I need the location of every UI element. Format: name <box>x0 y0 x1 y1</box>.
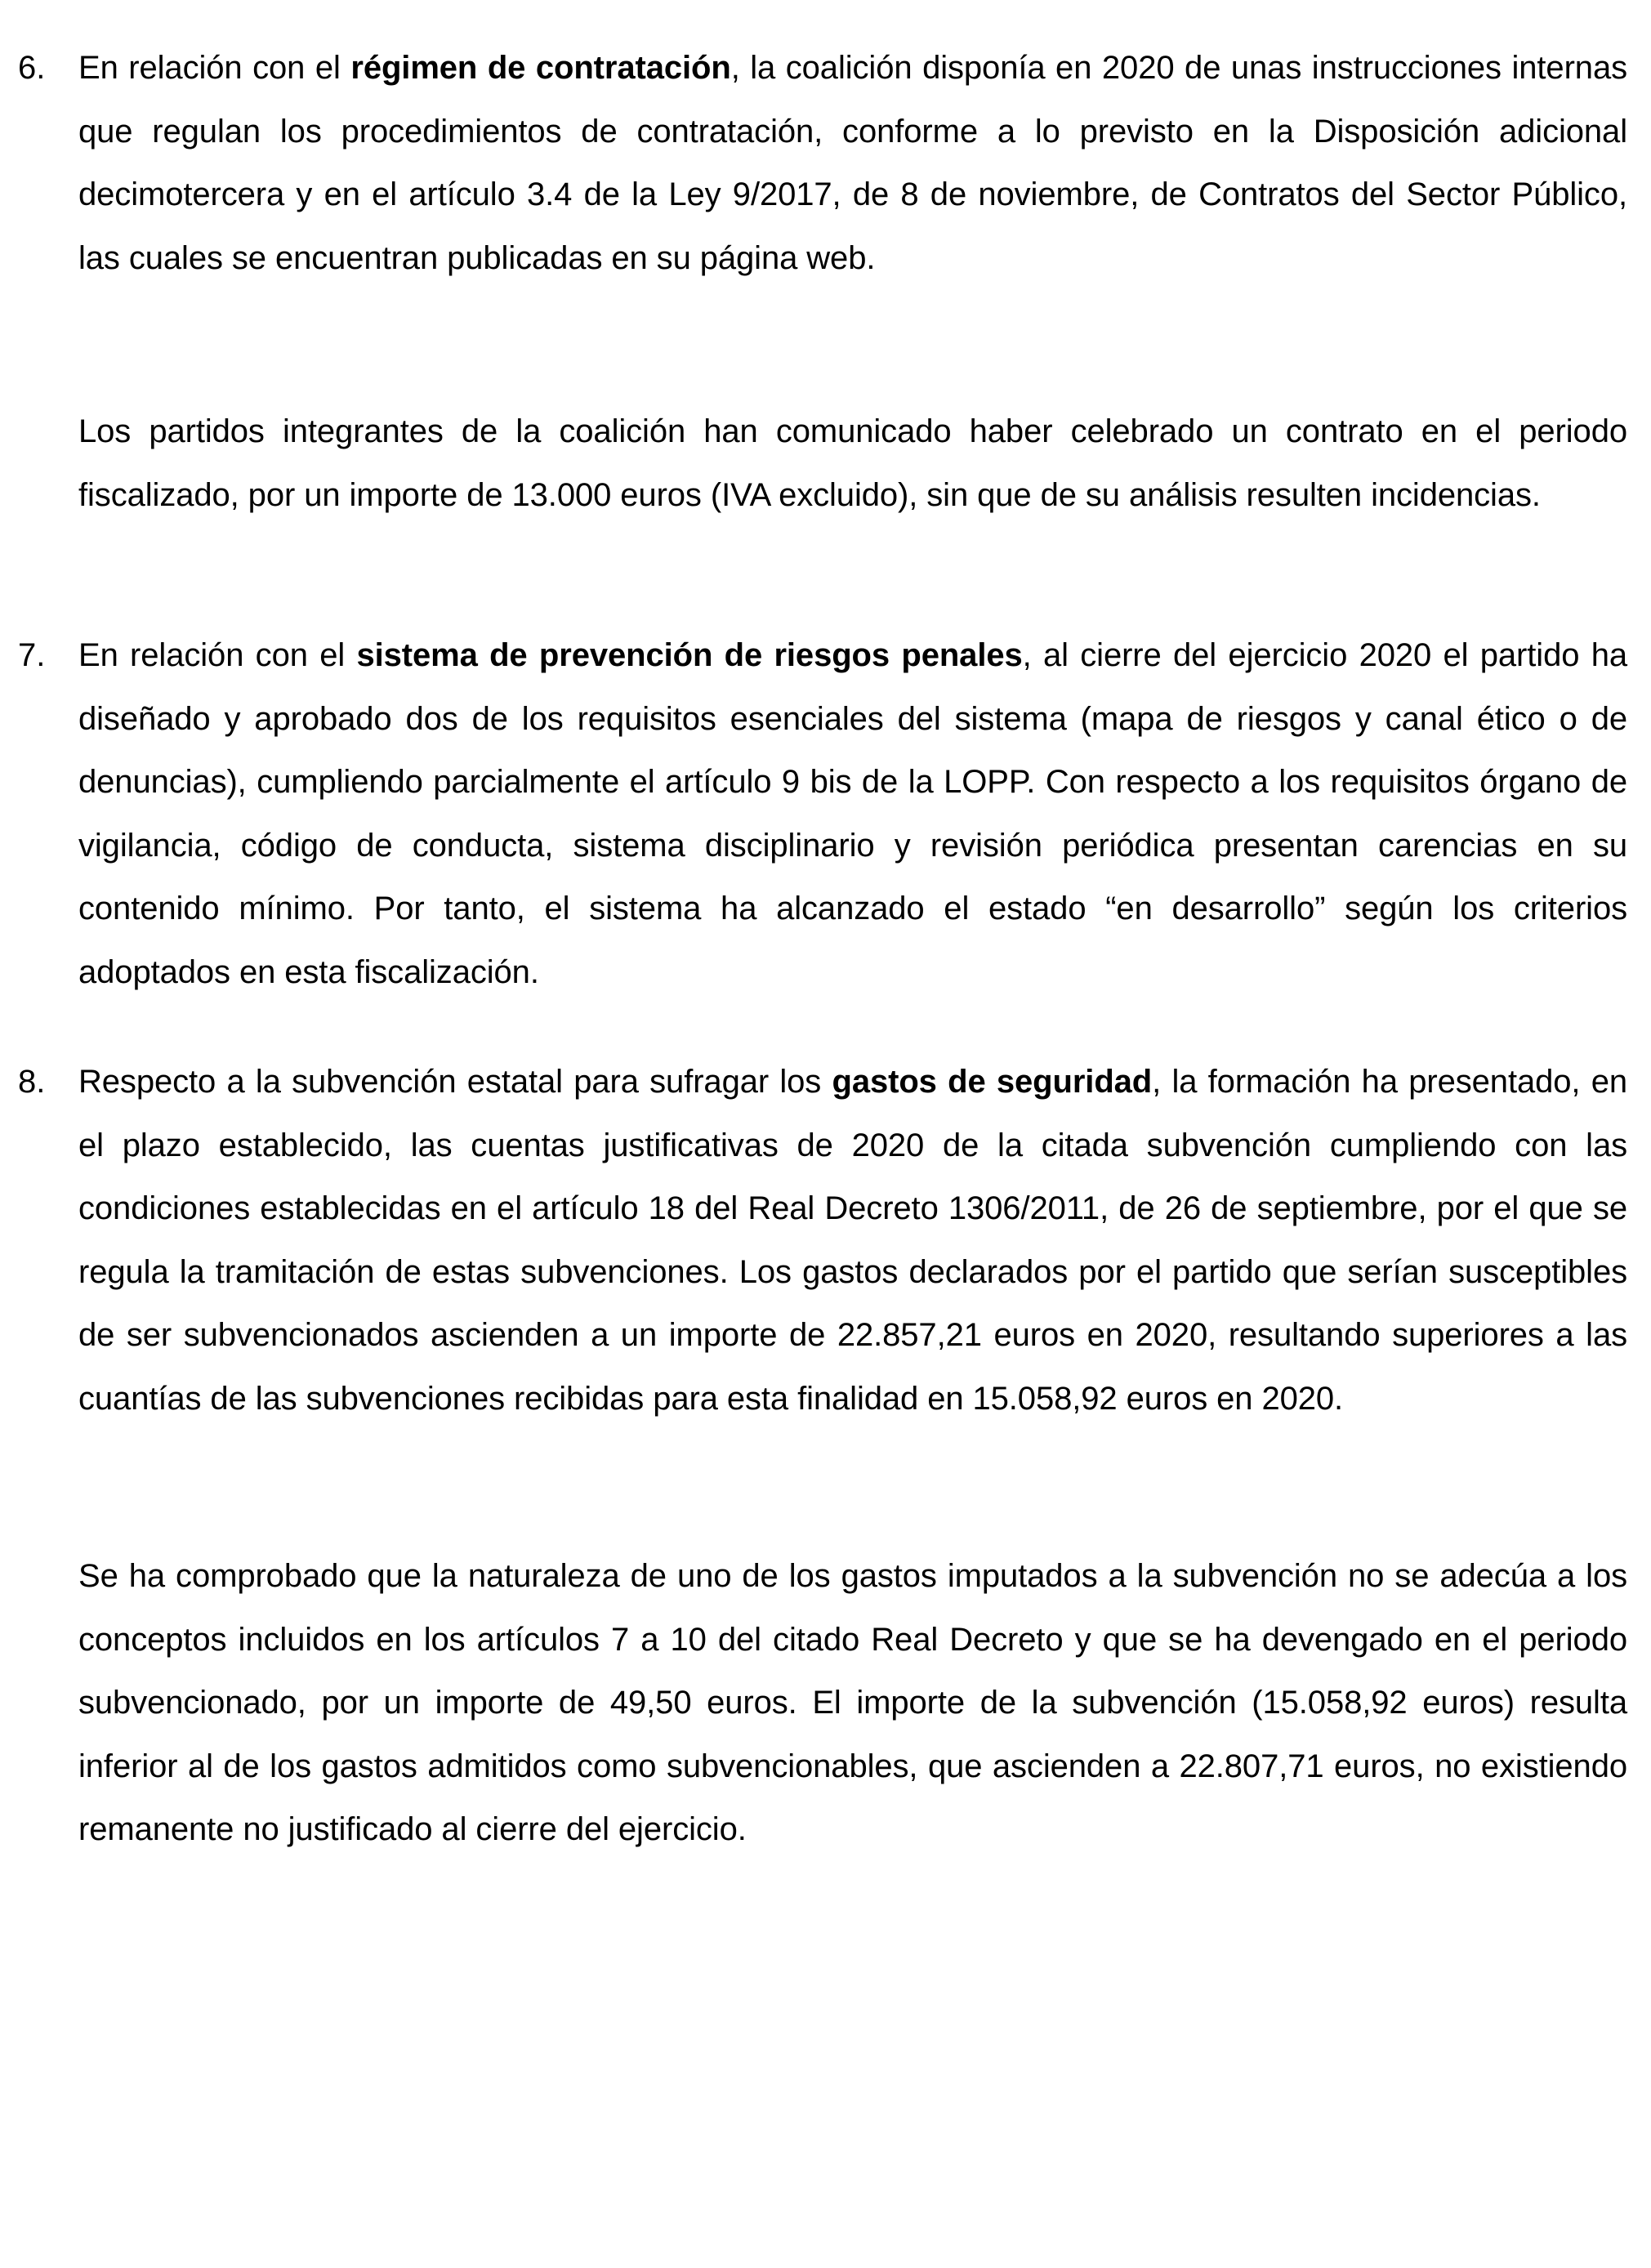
item-number: 8. <box>18 1064 46 1100</box>
item-number: 6. <box>18 50 46 86</box>
bold-term: sistema de prevención de riesgos penales <box>356 637 1023 673</box>
paragraph-contrato-importe: Los partidos integrantes de la coalición han comunicado haber celebrado un contrato en el periodo fiscalizado, por un importe de 13.000 euros (IVA excluido), sin que de su análisis resulten incidencias. <box>78 413 1627 513</box>
bold-term: gastos de seguridad <box>832 1064 1153 1100</box>
item-number: 7. <box>18 637 46 673</box>
paragraph-gastos-comprobacion: Se ha comprobado que la naturaleza de uno de los gastos imputados a la subvención no se adecúa a los conceptos incluidos en los artículos 7 a 10 del citado Real Decreto y que se ha devengado en el periodo subvencionado, por un importe de 49,50 euros. El importe de la subvención (15.058,92 euros) resulta inferior al de los gastos admitidos como subvencionables, que ascienden a 22.807,71 euros, no existiendo remanente no justificado al cierre del ejercicio. <box>78 1558 1627 1847</box>
bold-term: régimen de contratación <box>350 50 731 86</box>
paragraph-contratacion: En relación con el régimen de contratación, la coalición disponía en 2020 de unas instrucciones internas que regulan los procedimientos de contratación, conforme a lo previsto en la Disposición adicional decimotercera y en el artículo 3.4 de la Ley 9/2017, de 8 de noviembre, de Contratos del Sector Público, las cuales se encuentran publicadas en su página web. <box>78 50 1627 276</box>
paragraph-gastos-seguridad: Respecto a la subvención estatal para sufragar los gastos de seguridad, la formación ha presentado, en el plazo establecido, las cuentas justificativas de 2020 de la citada subvención cumpliendo con las condiciones establecidas en el artículo 18 del Real Decreto 1306/2011, de 26 de septiembre, por el que se regula la tramitación de estas subvenciones. Los gastos declarados por el partido que serían susceptibles de ser subvencionados ascienden a un importe de 22.857,21 euros en 2020, resultando superiores a las cuantías de las subvenciones recibidas para esta finalidad en 15.058,92 euros en 2020. <box>78 1064 1627 1417</box>
paragraph-riesgos-penales: En relación con el sistema de prevención de riesgos penales, al cierre del ejercicio 2020 el partido ha diseñado y aprobado dos de los requisitos esenciales del sistema (mapa de riesgos y canal ético o de denuncias), cumpliendo parcialmente el artículo 9 bis de la LOPP. Con respecto a los requisitos órgano de vigilancia, código de conducta, sistema disciplinario y revisión periódica presentan carencias en su contenido mínimo. Por tanto, el sistema ha alcanzado el estado “en desarrollo” según los criterios adoptados en esta fiscalización. <box>78 637 1627 990</box>
